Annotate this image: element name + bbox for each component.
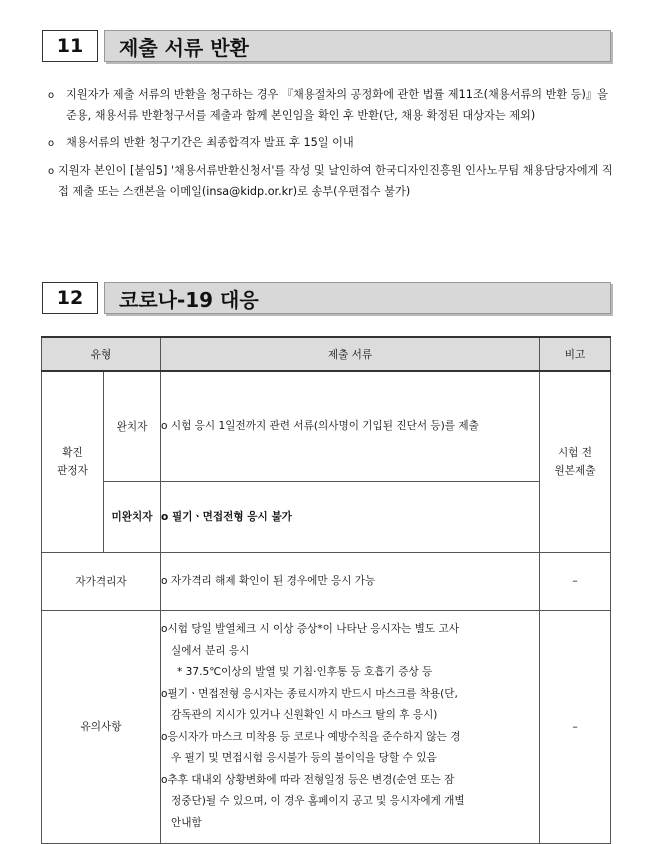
header-docs: 제출 서류 — [161, 337, 540, 371]
list-item-text: 채용서류의 반환 청구기간은 최종합격자 발표 후 15일 이내 — [66, 136, 354, 149]
section-number: 12 — [42, 282, 98, 314]
recovered-label: 완치자 — [104, 371, 161, 481]
unrecovered-text: o 필기ㆍ면접전형 응시 불가 — [161, 481, 540, 552]
note-line: 감독관의 지시가 있거나 신원확인 시 마스크 탈의 후 응시) — [171, 709, 438, 721]
unrecovered-label: 미완치자 — [104, 481, 161, 552]
quarantine-note: – — [540, 552, 611, 610]
recovered-text: o 시험 응시 1일전까지 관련 서류(의사명이 기입된 진단서 등)를 제출 — [161, 371, 540, 481]
bullet-mark: o — [48, 166, 55, 177]
bullet-mark: o — [48, 138, 55, 149]
section-12-header — [42, 282, 611, 316]
list-item — [48, 132, 614, 154]
confirmed-label: 확진 판정자 — [42, 371, 104, 552]
note-line: o필기ㆍ면접전형 응시자는 종료시까지 반드시 마스크를 착용(단, — [161, 687, 458, 700]
note-line: 안내함 — [171, 816, 202, 829]
table-row — [42, 610, 611, 843]
list-item — [48, 84, 614, 126]
note-line: * 37.5℃이상의 발열 및 기침·인후통 등 호흡기 증상 등 — [177, 666, 433, 678]
section-11-header — [42, 30, 611, 64]
note-line: 정중단)될 수 있으며, 이 경우 홈페이지 공고 및 응시자에게 개별 — [171, 795, 465, 807]
table-row — [42, 552, 611, 610]
return-docs-list — [48, 84, 614, 208]
table-row — [42, 481, 611, 552]
note-line: o시험 당일 발열체크 시 이상 증상*이 나타난 응시자는 별도 고사 — [161, 623, 459, 635]
covid-table — [41, 336, 611, 844]
header-type: 유형 — [42, 337, 161, 371]
section-title: 코로나-19 대응 — [104, 282, 611, 314]
note-line: 우 필기 및 면접시험 응시불가 등의 불이익을 당할 수 있음 — [171, 752, 437, 764]
note-line: 실에서 분리 응시 — [171, 644, 250, 657]
note-line: o추후 대내외 상황변화에 따라 전형일정 등은 변경(순연 또는 잠 — [161, 773, 455, 786]
list-item-text: 지원자 본인이 [붙임5] '채용서류반환신청서'를 작성 및 날인하여 한국디자인진흥원 인사노무팀 채용담당자에게 직접 제출 또는 스캔본을 이메일(insa@kidp.or.kr)로 송부(우편접수 불가) — [58, 164, 613, 198]
section-number: 11 — [42, 30, 98, 62]
caution-label: 유의사항 — [42, 610, 161, 843]
list-item — [48, 160, 614, 202]
caution-notes — [161, 610, 540, 843]
caution-note: – — [540, 610, 611, 843]
confirmed-note: 시험 전 원본제출 — [540, 371, 611, 552]
table-row — [42, 371, 611, 481]
note-line: o응시자가 마스크 미착용 등 코로나 예방수칙을 준수하지 않는 경 — [161, 730, 461, 743]
list-item-text: 지원자가 제출 서류의 반환을 청구하는 경우 『채용절차의 공정화에 관한 법률 제11조(채용서류의 반환 등)』을 준용, 채용서류 반환청구서를 제출과 함께 본인임을 확인 후 반환(단, 채용 확정된 대상자는 제외) — [66, 88, 608, 122]
bullet-mark: o — [48, 90, 55, 101]
table-header-row — [42, 337, 611, 371]
quarantine-label: 자가격리자 — [42, 552, 161, 610]
quarantine-text: o 자가격리 해제 확인이 된 경우에만 응시 가능 — [161, 552, 540, 610]
section-title: 제출 서류 반환 — [104, 30, 611, 62]
header-note: 비고 — [540, 337, 611, 371]
